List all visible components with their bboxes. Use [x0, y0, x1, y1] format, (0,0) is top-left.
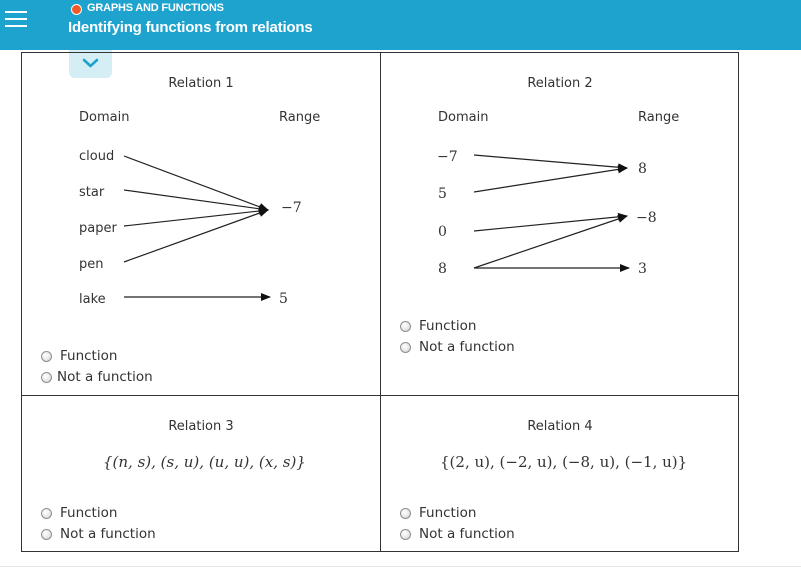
relation-1-domain-item: pen — [79, 257, 104, 272]
relation-2-range-header: Range — [638, 110, 680, 125]
relation-2-range-item: 3 — [638, 261, 647, 277]
relation-2-domain-header: Domain — [438, 110, 489, 125]
relation-1-option-function[interactable] — [41, 347, 117, 365]
relation-4-title: Relation 4 — [527, 419, 593, 434]
relation-2-option-not-function[interactable] — [400, 338, 515, 356]
radio-button[interactable] — [41, 351, 52, 362]
status-dot-icon — [71, 4, 82, 15]
option-label: Function — [419, 318, 477, 334]
relation-4-option-function[interactable] — [400, 504, 476, 522]
relation-1-title: Relation 1 — [168, 76, 234, 91]
radio-button[interactable] — [41, 529, 52, 540]
relation-2-range-item: −8 — [636, 210, 657, 226]
relation-2-range-item: 8 — [638, 161, 647, 177]
relation-2-domain-item: 5 — [438, 186, 447, 202]
radio-button[interactable] — [400, 321, 411, 332]
relation-3-title: Relation 3 — [168, 419, 234, 434]
grid-divider-vertical — [380, 52, 381, 552]
relation-1-option-not-function[interactable] — [41, 368, 153, 386]
relation-4-set: {(2, u), (−2, u), (−8, u), (−1, u)} — [440, 453, 688, 471]
relation-1-range-header: Range — [279, 110, 321, 125]
relation-1-range-item: −7 — [281, 200, 302, 216]
option-label: Not a function — [419, 526, 515, 542]
relation-1-domain-item: paper — [79, 221, 117, 236]
relation-3-set: {(n, s), (s, u), (u, u), (x, s)} — [103, 453, 306, 471]
top-bar — [0, 0, 801, 50]
relation-2-domain-item: −7 — [437, 149, 458, 165]
radio-button[interactable] — [400, 529, 411, 540]
hamburger-menu-icon[interactable] — [0, 0, 34, 50]
grid-divider-horizontal — [21, 395, 739, 396]
relation-1-domain-item: lake — [79, 292, 106, 307]
radio-button[interactable] — [400, 342, 411, 353]
relation-4-option-not-function[interactable] — [400, 525, 515, 543]
option-label: Not a function — [57, 369, 153, 385]
relation-1-domain-item: star — [79, 185, 105, 200]
option-label: Not a function — [60, 526, 156, 542]
page-title: Identifying functions from relations — [68, 19, 313, 36]
relation-2-domain-item: 8 — [438, 261, 447, 277]
option-label: Function — [60, 505, 118, 521]
relation-1-domain-header: Domain — [79, 110, 130, 125]
relation-3-option-function[interactable] — [41, 504, 117, 522]
relation-3-option-not-function[interactable] — [41, 525, 156, 543]
radio-button[interactable] — [41, 372, 52, 383]
relation-2-title: Relation 2 — [527, 76, 593, 91]
relation-2-option-function[interactable] — [400, 317, 476, 335]
option-label: Function — [60, 348, 118, 364]
radio-button[interactable] — [41, 508, 52, 519]
radio-button[interactable] — [400, 508, 411, 519]
section-kicker: GRAPHS AND FUNCTIONS — [87, 2, 224, 14]
relation-2-domain-item: 0 — [438, 224, 447, 240]
option-label: Not a function — [419, 339, 515, 355]
bottom-divider — [0, 566, 801, 567]
relation-1-range-item: 5 — [279, 291, 288, 307]
relation-1-domain-item: cloud — [79, 149, 115, 164]
option-label: Function — [419, 505, 477, 521]
